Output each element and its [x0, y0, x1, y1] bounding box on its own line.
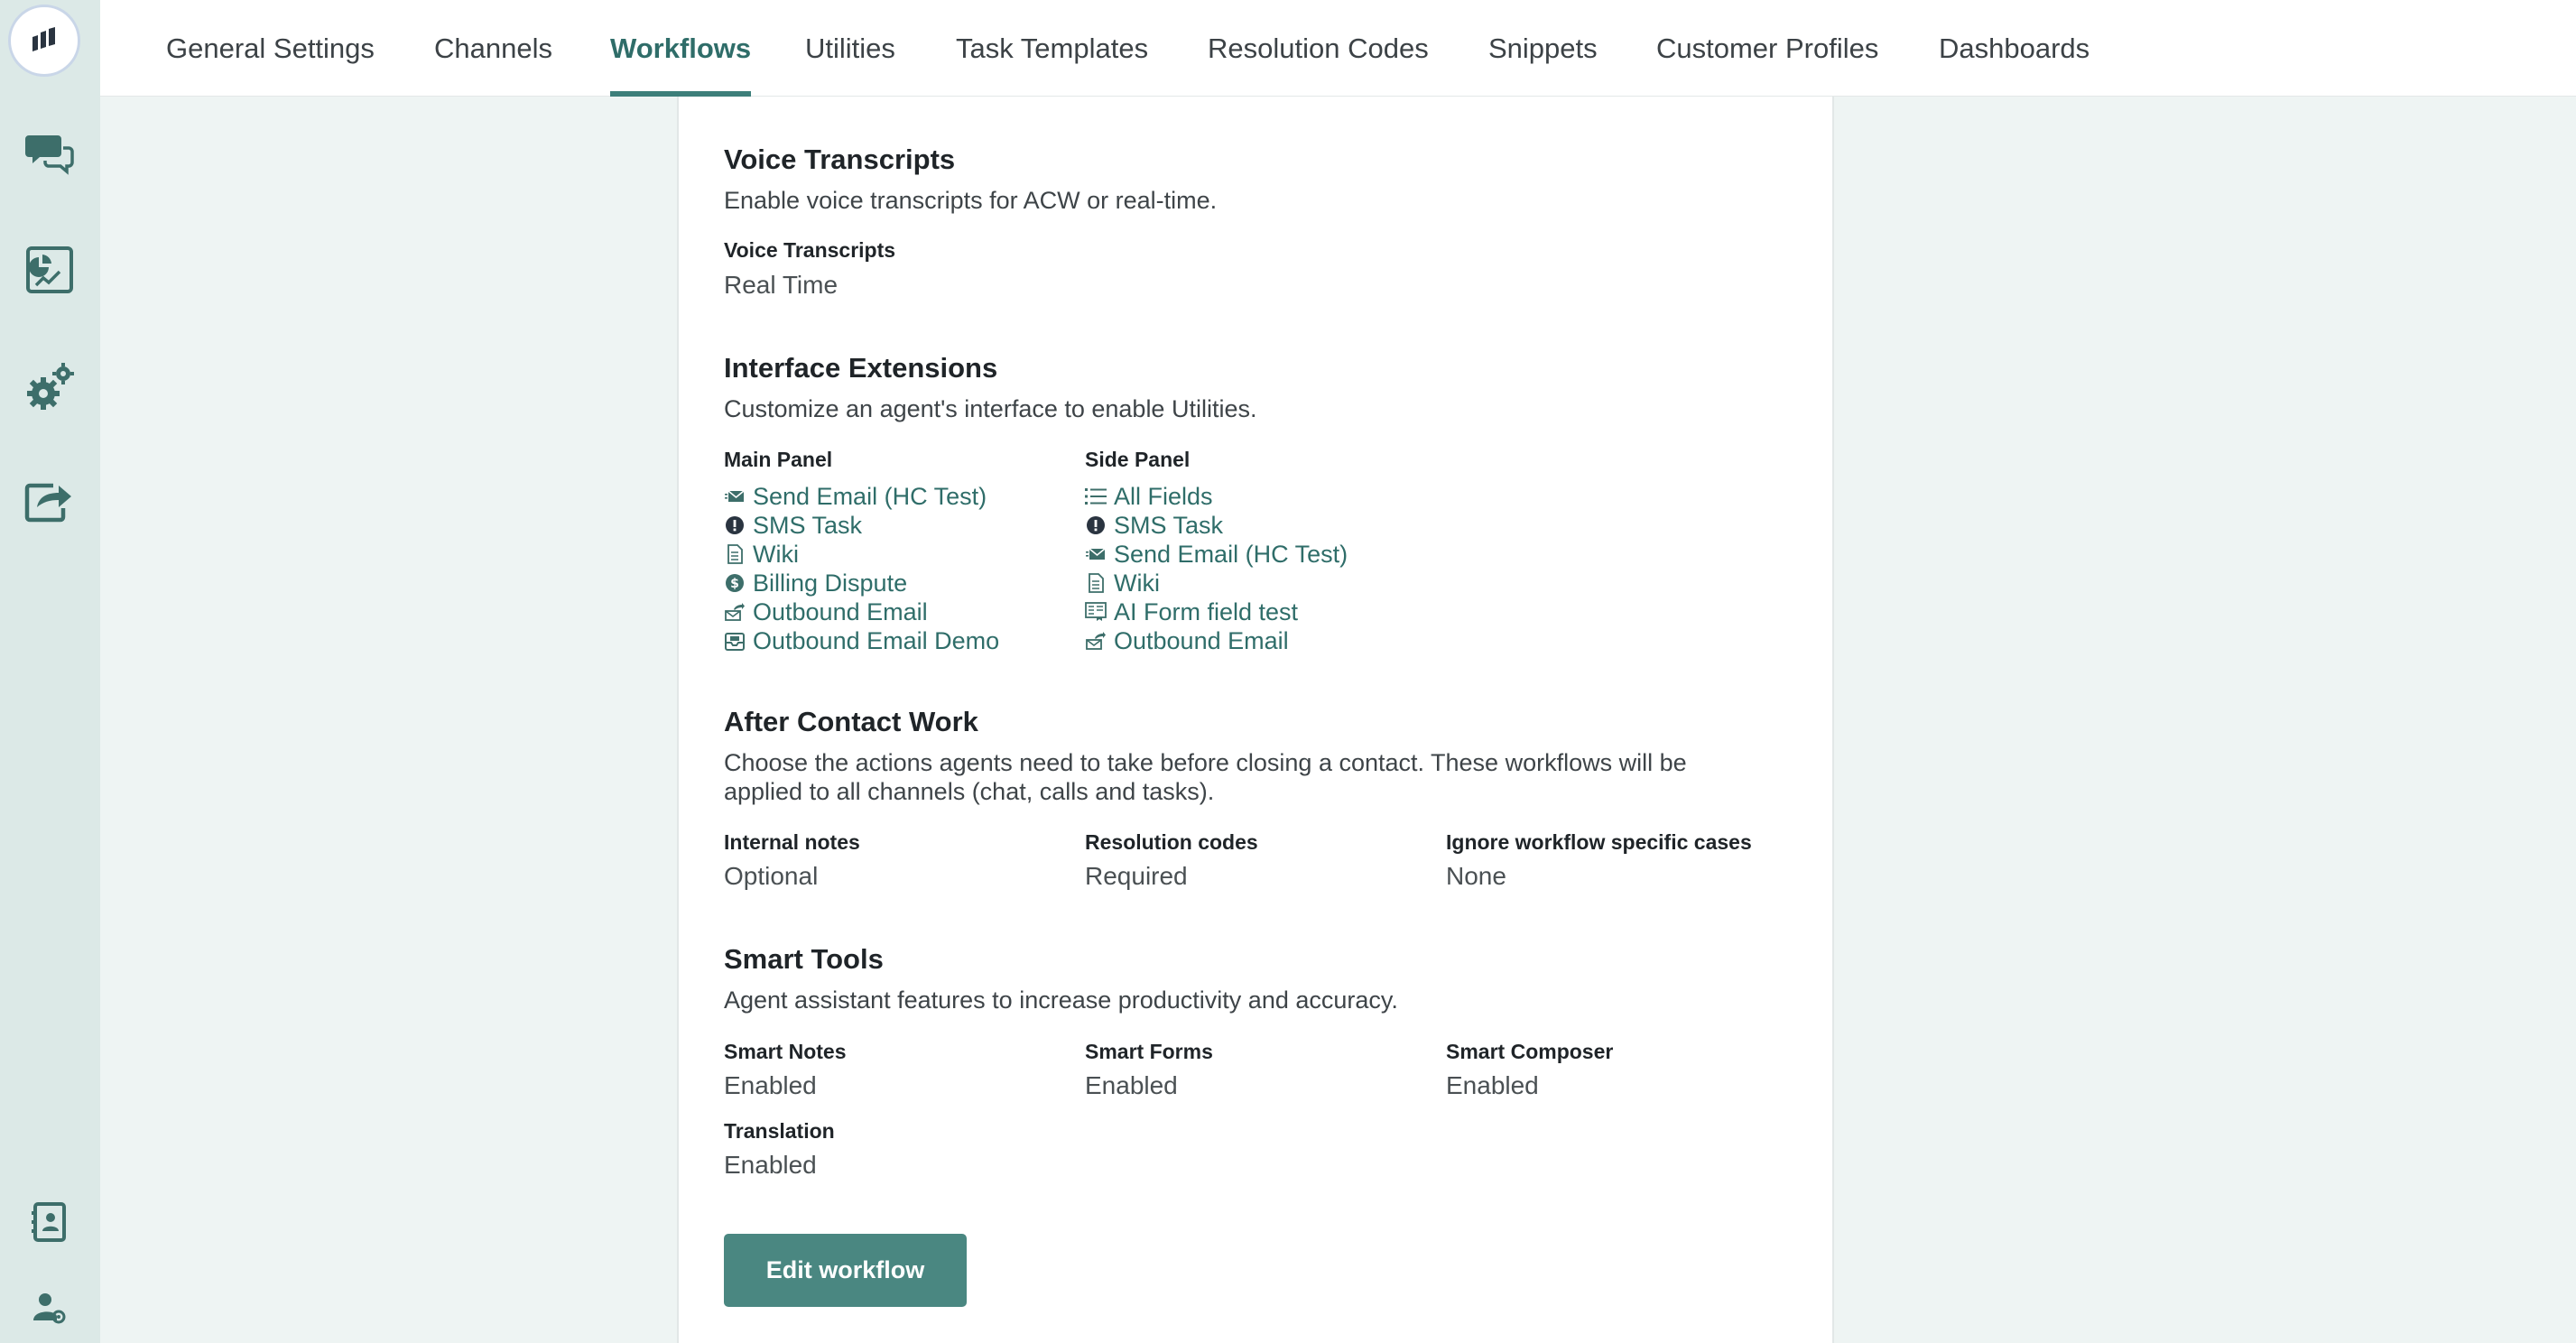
voice-transcripts-desc: Enable voice transcripts for ACW or real-time.	[724, 187, 1218, 214]
translation-label: Translation	[724, 1119, 835, 1143]
outbound-mail-icon	[724, 601, 746, 623]
smart-forms-value: Enabled	[1085, 1071, 1178, 1099]
smart-composer-label: Smart Composer	[1446, 1040, 1614, 1063]
side-panel-item[interactable]	[1085, 482, 1410, 511]
ignore-workflow-cases-value: None	[1446, 862, 1506, 890]
interface-extensions-desc: Customize an agent's interface to enable Utilities.	[724, 395, 1257, 422]
tab-dashboards[interactable]: Dashboards	[1939, 32, 2090, 64]
smart-forms-label: Smart Forms	[1085, 1040, 1213, 1063]
side-panel-list	[1085, 482, 1410, 655]
chat-icon[interactable]	[13, 117, 87, 191]
voice-transcripts-label: Voice Transcripts	[724, 238, 896, 262]
tab-task-templates[interactable]: Task Templates	[956, 32, 1149, 64]
resolution-codes-value: Required	[1085, 862, 1188, 890]
resolution-codes-label: Resolution codes	[1085, 830, 1258, 854]
logo-icon[interactable]	[8, 5, 80, 77]
main-panel-item-label: Billing Dispute	[753, 569, 908, 597]
tab-snippets[interactable]: Snippets	[1488, 32, 1598, 64]
smart-notes-value: Enabled	[724, 1071, 817, 1099]
main-panel-item[interactable]	[724, 597, 1049, 626]
smart-tools-desc: Agent assistant features to increase productivity and accuracy.	[724, 986, 1398, 1014]
smart-tools-title: Smart Tools	[724, 943, 884, 975]
side-panel-item-label: All Fields	[1114, 482, 1213, 510]
document-icon	[1085, 572, 1107, 594]
tab-utilities[interactable]: Utilities	[805, 32, 895, 64]
side-panel-item-label: Outbound Email	[1114, 626, 1289, 654]
ignore-workflow-cases-label: Ignore workflow specific cases	[1446, 830, 1752, 854]
user-settings-icon[interactable]	[13, 1271, 87, 1343]
side-panel-item-label: Wiki	[1114, 569, 1160, 597]
envelope-icon	[1085, 543, 1107, 565]
main-panel-item-label: Wiki	[753, 540, 799, 568]
side-panel-item-label: Send Email (HC Test)	[1114, 540, 1348, 568]
acw-desc: Choose the actions agents need to take before closing a contact. These workflows will be applied to all channels (chat, calls and tasks).	[724, 749, 1687, 805]
outbound-mail-icon	[1085, 630, 1107, 652]
voice-transcripts-value: Real Time	[724, 271, 839, 299]
analytics-icon[interactable]	[13, 233, 87, 307]
side-panel-item-label: SMS Task	[1114, 511, 1224, 539]
interface-extensions-title: Interface Extensions	[724, 352, 998, 384]
tab-customer-profiles[interactable]: Customer Profiles	[1656, 32, 1879, 64]
tab-resolution-codes[interactable]: Resolution Codes	[1208, 32, 1429, 64]
main-panel-item[interactable]	[724, 569, 1049, 597]
main-panel-item-label: Outbound Email Demo	[753, 626, 1000, 654]
translation-value: Enabled	[724, 1151, 817, 1179]
main-panel-label: Main Panel	[724, 448, 833, 471]
main-panel-item[interactable]	[724, 511, 1049, 540]
voice-transcripts-title: Voice Transcripts	[724, 144, 956, 175]
svg-text:$: $	[730, 577, 739, 591]
internal-notes-label: Internal notes	[724, 830, 860, 854]
alert-circle-icon	[1085, 514, 1107, 536]
tab-channels[interactable]: Channels	[434, 32, 552, 64]
side-panel-item[interactable]	[1085, 511, 1410, 540]
main-panel-item[interactable]	[724, 482, 1049, 511]
alert-circle-icon	[724, 514, 746, 536]
document-icon	[724, 543, 746, 565]
main-panel-item[interactable]	[724, 540, 1049, 569]
top-nav	[100, 0, 2576, 97]
smart-notes-label: Smart Notes	[724, 1040, 847, 1063]
dollar-circle-icon	[724, 572, 746, 594]
smart-composer-value: Enabled	[1446, 1071, 1539, 1099]
list-icon	[1085, 486, 1107, 507]
left-rail	[0, 0, 100, 1343]
side-panel-item[interactable]	[1085, 626, 1410, 655]
envelope-icon	[724, 486, 746, 507]
settings-gears-icon[interactable]	[13, 352, 87, 426]
tab-workflows[interactable]: Workflows	[610, 0, 751, 97]
main-panel-item-label: Outbound Email	[753, 597, 928, 625]
side-panel-label: Side Panel	[1085, 448, 1191, 471]
main-panel-item-label: SMS Task	[753, 511, 863, 539]
main-panel-item[interactable]	[724, 626, 1049, 655]
side-panel-item[interactable]	[1085, 569, 1410, 597]
edit-workflow-button[interactable]: Edit workflow	[724, 1234, 967, 1307]
export-icon[interactable]	[13, 465, 87, 539]
internal-notes-value: Optional	[724, 862, 819, 890]
main-panel-list	[724, 482, 1049, 655]
form-icon	[1085, 601, 1107, 623]
main-panel-item-label: Send Email (HC Test)	[753, 482, 987, 510]
side-panel-item[interactable]	[1085, 540, 1410, 569]
side-panel-item-label: AI Form field test	[1114, 597, 1299, 625]
inbox-icon	[724, 630, 746, 652]
workflow-details-card	[677, 97, 1834, 1343]
contacts-book-icon[interactable]	[13, 1185, 87, 1259]
acw-title: After Contact Work	[724, 706, 978, 737]
side-panel-item[interactable]	[1085, 597, 1410, 626]
tab-general-settings[interactable]: General Settings	[166, 32, 375, 64]
